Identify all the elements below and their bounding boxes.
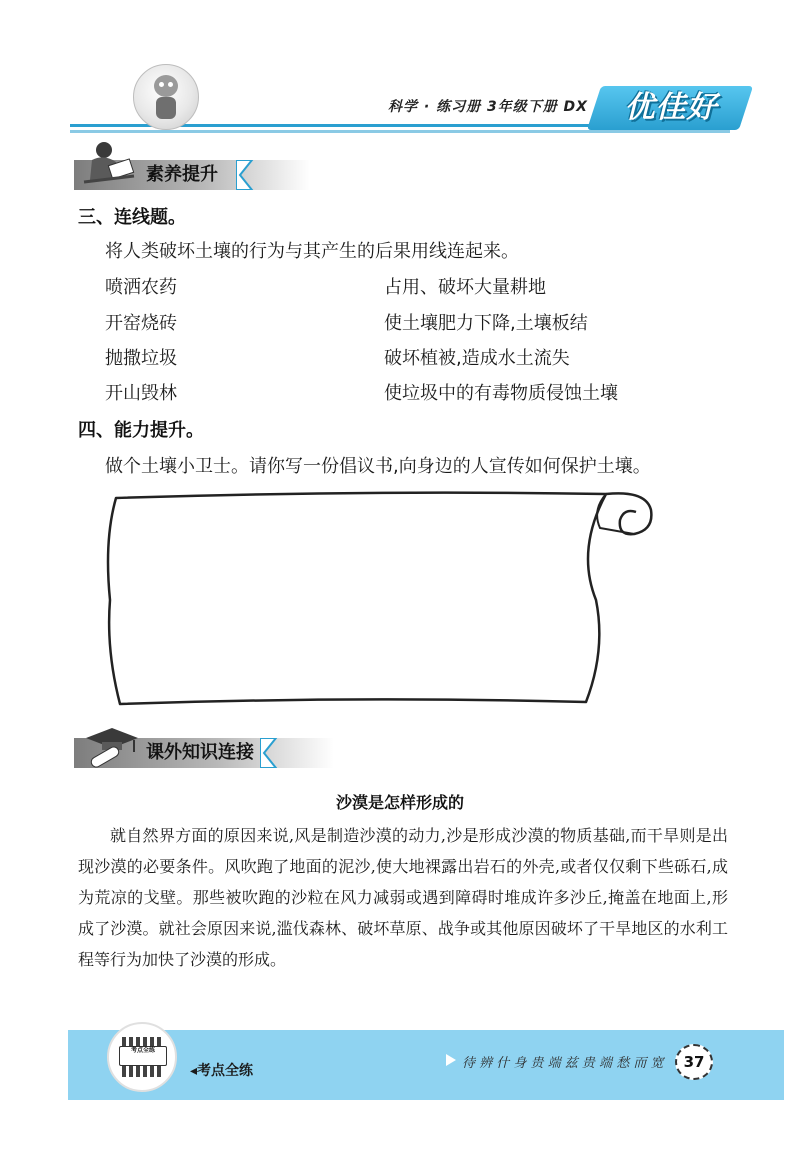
match-right-item[interactable]: 使土壤肥力下降,土壤板结 <box>384 313 588 334</box>
question-3-instruction: 将人类破坏土壤的行为与其产生的后果用线连起来。 <box>105 241 519 262</box>
match-right-item[interactable]: 占用、破坏大量耕地 <box>384 277 546 298</box>
article-title: 沙漠是怎样形成的 <box>335 793 464 812</box>
paper-scroll-icon[interactable] <box>106 490 666 710</box>
match-right-item[interactable]: 使垃圾中的有毒物质侵蚀土壤 <box>384 383 618 404</box>
book-info: 科学 · 练习册 3年级下册 DX <box>388 99 588 115</box>
match-left-item[interactable]: 抛撒垃圾 <box>105 348 177 369</box>
reading-student-icon <box>82 140 138 186</box>
question-4-title: 四、能力提升。 <box>78 420 204 441</box>
tag-chevron-icon <box>236 160 254 190</box>
section-tag-label: 课外知识连接 <box>146 742 254 763</box>
match-left-item[interactable]: 喷洒农药 <box>105 277 177 298</box>
footer-motto: 待 辨 什 身 贵 端 兹 贵 端 愁 而 宽 <box>462 1056 664 1071</box>
article-body: 就自然界方面的原因来说,风是制造沙漠的动力,沙是形成沙漠的物质基础,而干旱则是出现沙漠的必要条件。风吹跑了地面的泥沙,使大地裸露出岩石的外壳,或者仅仅剩下些砾石,成为荒凉的戈壁。那些被吹跑的沙粒在风力减弱或遇到障碍时堆成许多沙丘,掩盖在地面上,形成了沙漠。就社会原因来说,滥伐森林、破坏草原、战争或其他原因破坏了干旱地区的水利工程等行为加快了沙漠的形成。 <box>78 826 728 969</box>
match-left-item[interactable]: 开窑烧砖 <box>105 313 177 334</box>
match-left-item[interactable]: 开山毁林 <box>105 383 177 404</box>
match-right-item[interactable]: 破坏植被,造成水土流失 <box>384 348 570 369</box>
question-4-instruction: 做个土壤小卫士。请你写一份倡议书,向身边的人宣传如何保护土壤。 <box>105 456 651 477</box>
footer-section-label: ◂考点全练 <box>190 1063 254 1079</box>
question-3-title: 三、连线题。 <box>78 207 186 228</box>
play-arrow-icon <box>446 1054 456 1066</box>
tag-chevron-icon <box>260 738 278 768</box>
qr-badge: 考点全练 <box>119 1046 167 1066</box>
robot-mascot-icon <box>133 64 199 130</box>
brand-logo: 优佳好 <box>624 90 718 125</box>
qr-code-icon[interactable] <box>107 1022 177 1092</box>
page-number: 37 <box>675 1044 713 1080</box>
graduation-cap-scroll-icon <box>84 724 140 770</box>
section-tag-label: 素养提升 <box>146 164 218 185</box>
